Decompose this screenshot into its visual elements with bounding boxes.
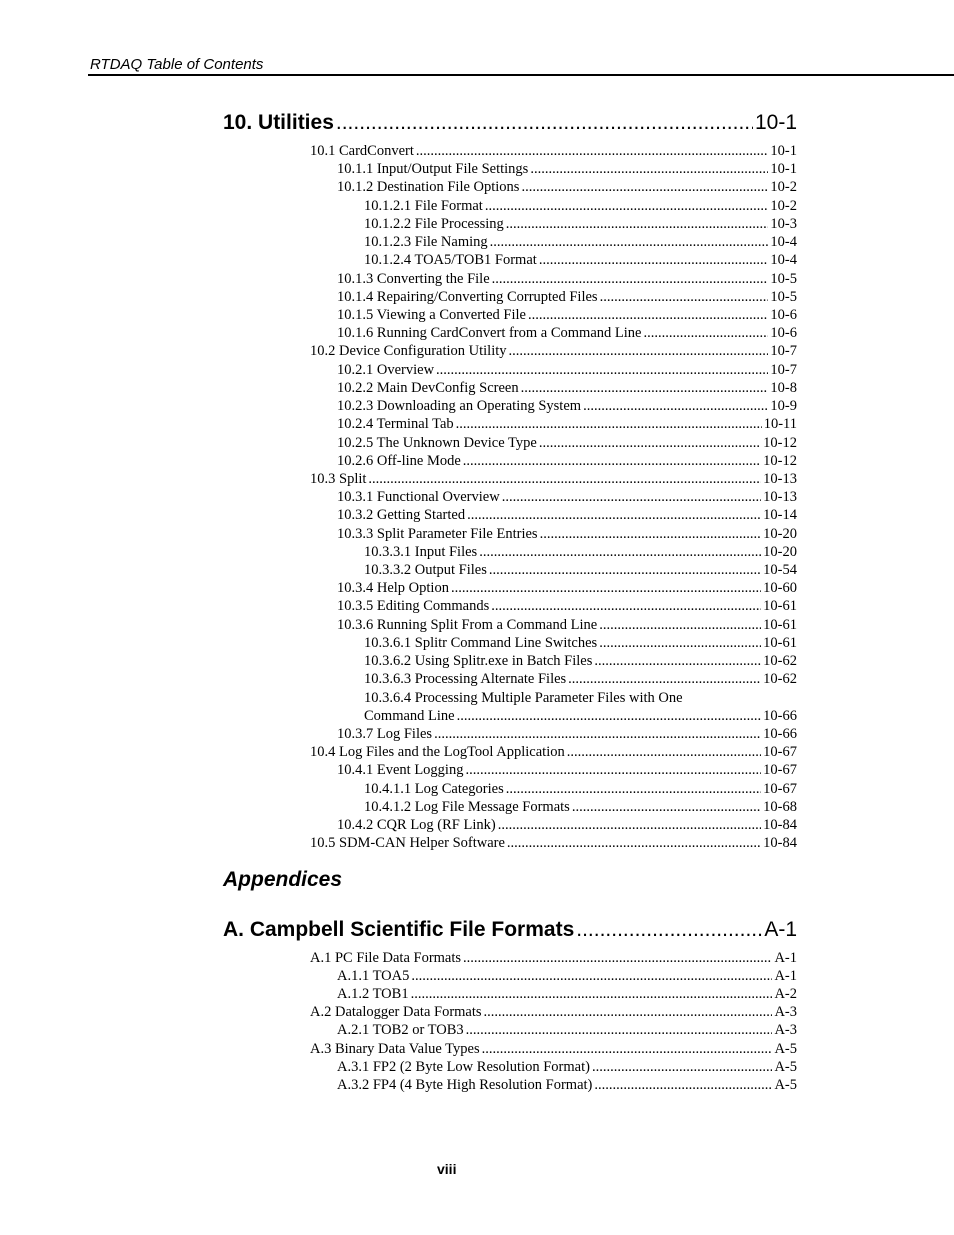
toc-entry-title: 10.3.6.2 Using Splitr.exe in Batch Files [364, 653, 593, 670]
toc-entry-page: 10-61 [763, 598, 797, 615]
toc-entry[interactable] [364, 216, 797, 234]
toc-entry[interactable] [337, 161, 797, 179]
toc-entry-page: 10-54 [763, 562, 797, 579]
toc-entry-page: 10-67 [763, 744, 797, 761]
dot-leader [594, 1077, 772, 1094]
toc-entry-title: 10.4.2 CQR Log (RF Link) [337, 817, 496, 834]
dot-leader [434, 726, 761, 743]
toc-entry-title: 10.2.5 The Unknown Device Type [337, 434, 537, 451]
dot-leader [594, 653, 761, 670]
toc-entry-page: 10-7 [770, 361, 797, 378]
toc-entry[interactable] [364, 653, 797, 671]
toc-entry-title: 10.1.3 Converting the File [337, 270, 490, 287]
dot-leader [599, 617, 761, 634]
toc-entry-page: A-1 [774, 967, 797, 984]
toc-entry[interactable] [364, 671, 797, 689]
toc-entry-page: 10-4 [770, 252, 797, 269]
dot-leader [530, 161, 768, 178]
dot-leader [567, 744, 761, 761]
dot-leader [466, 1022, 773, 1039]
dot-leader [463, 950, 772, 967]
toc-entry-page: 10-12 [763, 452, 797, 469]
toc-entry[interactable] [337, 453, 797, 471]
toc-entry[interactable] [337, 416, 797, 434]
toc-entry-page: 10-61 [763, 634, 797, 651]
dot-leader [336, 111, 753, 135]
toc-entry[interactable] [337, 1077, 797, 1095]
toc-entry-page: A-3 [774, 1022, 797, 1039]
toc-entry-page: A-5 [774, 1058, 797, 1075]
toc-entry-page: 10-1 [770, 143, 797, 159]
toc-entry-title: 10.3.7 Log Files [337, 726, 433, 742]
toc-entry[interactable] [364, 234, 797, 252]
toc-entry-page: 10-13 [763, 470, 797, 487]
table-of-contents [223, 111, 797, 1095]
toc-entry-page: A-3 [774, 1004, 797, 1021]
dot-leader [572, 799, 761, 816]
toc-entry[interactable] [337, 986, 797, 1004]
dot-leader [492, 271, 769, 288]
toc-entry-page: 10-62 [763, 653, 797, 670]
toc-entry-title: 10.4.1.1 Log Categories [364, 780, 504, 797]
toc-entry-page: 10-13 [763, 489, 797, 506]
appendix-a-entries [223, 950, 797, 1096]
toc-entry-title: 10.1 CardConvert [310, 143, 414, 159]
toc-entry-page: 10-6 [770, 306, 797, 323]
toc-entry[interactable] [337, 380, 797, 398]
toc-entry-title: A.1.2 TOB1 [337, 985, 409, 1002]
toc-entry[interactable] [337, 617, 797, 635]
toc-entry[interactable] [337, 398, 797, 416]
toc-entry-page: A-5 [774, 1077, 797, 1094]
toc-entry-page: 10-2 [770, 179, 797, 196]
toc-entry[interactable] [337, 271, 797, 289]
toc-entry-title: 10.3.3.1 Input Files [364, 543, 478, 560]
toc-entry-page: 10-12 [763, 434, 797, 451]
toc-entry-page: 10-3 [770, 215, 797, 232]
toc-entry-page: 10-66 [763, 726, 797, 742]
toc-entry[interactable] [310, 143, 797, 161]
dot-leader [436, 362, 768, 379]
dot-leader [643, 325, 768, 342]
toc-entry-page: A-2 [774, 985, 797, 1002]
toc-entry-title: 10.3.6.1 Splitr Command Line Switches [364, 634, 598, 651]
dot-leader [411, 968, 772, 985]
toc-entry[interactable] [337, 435, 797, 453]
toc-entry[interactable] [337, 489, 797, 507]
toc-entry-title: 10.3.2 Getting Started [337, 507, 466, 524]
toc-entry[interactable] [337, 1059, 797, 1077]
toc-entry-title: 10.4.1.2 Log File Message Formats [364, 798, 570, 815]
dot-leader [451, 580, 761, 597]
toc-entry[interactable] [310, 1004, 797, 1022]
toc-entry[interactable] [310, 1041, 797, 1059]
dot-leader [506, 216, 769, 233]
dot-leader [489, 562, 761, 579]
dot-leader [599, 635, 761, 652]
toc-entry[interactable] [337, 507, 797, 525]
toc-entry-title: 10.1.1 Input/Output File Settings [337, 161, 529, 178]
toc-entry-title: 10.1.2.1 File Format [364, 197, 483, 214]
dot-leader [491, 598, 761, 615]
dot-leader [568, 671, 761, 688]
toc-entry-page: 10-20 [763, 543, 797, 560]
toc-entry-title: 10.3.3.2 Output Files [364, 562, 487, 579]
dot-leader [479, 544, 761, 561]
toc-entry-title: 10.4.1 Event Logging [337, 762, 464, 779]
toc-entry-page: 10-14 [763, 507, 797, 524]
toc-entry-title: A.1 PC File Data Formats [310, 949, 462, 966]
toc-entry[interactable] [337, 526, 797, 544]
toc-entry[interactable] [364, 781, 797, 799]
toc-entry-title: 10.3.1 Functional Overview [337, 489, 500, 506]
toc-entry-page: 10-60 [763, 580, 797, 597]
appendix-a-heading[interactable] [223, 918, 797, 950]
dot-leader [576, 918, 762, 942]
toc-entry[interactable] [337, 598, 797, 616]
appendix-page: A-1 [764, 917, 797, 941]
toc-entry[interactable] [337, 726, 797, 744]
dot-leader [540, 526, 762, 543]
toc-entry-page: 10-67 [763, 780, 797, 797]
toc-entry[interactable] [310, 343, 797, 361]
toc-entry-page: 10-62 [763, 671, 797, 688]
toc-entry-title: A.3.2 FP4 (4 Byte High Resolution Format) [337, 1077, 593, 1094]
toc-entry[interactable] [364, 799, 797, 817]
toc-entry-page: 10-66 [763, 707, 797, 724]
chapter-10-heading[interactable] [223, 111, 797, 143]
dot-leader [583, 398, 768, 415]
toc-entry-title: 10.2 Device Configuration Utility [310, 343, 507, 360]
toc-entry-page: 10-9 [770, 398, 797, 415]
toc-entry-title: 10.3.3 Split Parameter File Entries [337, 525, 538, 542]
toc-entry-page: 10-5 [770, 270, 797, 287]
toc-entry-title: 10.1.2 Destination File Options [337, 179, 520, 196]
toc-entry[interactable] [337, 968, 797, 986]
dot-leader [463, 453, 761, 470]
toc-entry-page: 10-7 [770, 343, 797, 360]
dot-leader [457, 708, 762, 725]
toc-entry[interactable] [364, 252, 797, 270]
toc-entry-page: 10-67 [763, 762, 797, 779]
toc-entry-title: A.3 Binary Data Value Types [310, 1040, 480, 1057]
toc-entry-title: 10.1.6 Running CardConvert from a Command Line [337, 325, 642, 342]
toc-entry-title: 10.2.4 Terminal Tab [337, 416, 454, 433]
toc-entry[interactable] [337, 179, 797, 197]
toc-entry[interactable] [337, 580, 797, 598]
toc-entry[interactable] [364, 562, 797, 580]
toc-entry-title: 10.1.2.4 TOA5/TOB1 Format [364, 252, 537, 269]
dot-leader [506, 781, 761, 798]
toc-entry-title: 10.3.6 Running Split From a Command Line [337, 616, 598, 633]
dot-leader [467, 507, 761, 524]
toc-entry[interactable] [310, 835, 797, 853]
toc-entry[interactable] [310, 950, 797, 968]
toc-entry[interactable] [337, 817, 797, 835]
toc-entry[interactable] [337, 325, 797, 343]
dot-leader [528, 307, 768, 324]
toc-entry-title: 10.3.6.3 Processing Alternate Files [364, 671, 567, 688]
toc-entry-title: 10.2.3 Downloading an Operating System [337, 398, 582, 415]
toc-entry[interactable] [364, 635, 797, 653]
toc-entry-page: 10-2 [770, 197, 797, 214]
dot-leader [482, 1041, 773, 1058]
toc-entry-page: A-1 [774, 949, 797, 966]
toc-entry-page: 10-1 [770, 161, 797, 178]
toc-entry-page: 10-6 [770, 325, 797, 342]
dot-leader [490, 234, 769, 251]
toc-entry[interactable] [337, 307, 797, 325]
toc-entry[interactable] [310, 471, 797, 489]
toc-entry-title: 10.3 Split [310, 470, 367, 487]
toc-entry[interactable] [337, 289, 797, 307]
toc-entry[interactable] [337, 1022, 797, 1040]
toc-entry-title: 10.1.2.2 File Processing [364, 215, 504, 232]
toc-entry-page: 10-5 [770, 288, 797, 305]
toc-entry-title: A.3.1 FP2 (2 Byte Low Resolution Format) [337, 1058, 590, 1075]
page-number: viii [437, 1161, 457, 1177]
toc-entry-title: A.2 Datalogger Data Formats [310, 1004, 482, 1021]
appendices-heading: Appendices [223, 867, 343, 891]
toc-entry-title: A.1.1 TOA5 [337, 967, 410, 984]
chapter-10-entries [223, 143, 797, 854]
toc-entry-title: 10.2.2 Main DevConfig Screen [337, 379, 519, 396]
toc-entry-page: 10-4 [770, 234, 797, 251]
toc-entry-page: 10-20 [763, 525, 797, 542]
chapter-title: 10. Utilities [223, 111, 334, 134]
toc-entry-page: 10-68 [763, 798, 797, 815]
toc-entry-title: 10.2.1 Overview [337, 361, 435, 378]
toc-entry-title: 10.5 SDM-CAN Helper Software [310, 835, 505, 852]
toc-entry[interactable] [364, 198, 797, 216]
toc-entry-title: 10.1.4 Repairing/Converting Corrupted Files [337, 288, 598, 305]
appendix-title: A. Campbell Scientific File Formats [223, 917, 575, 941]
dot-leader [509, 343, 769, 360]
toc-entry-page: 10-61 [763, 616, 797, 633]
toc-entry[interactable] [364, 544, 797, 562]
toc-entry-title: 10.3.4 Help Option [337, 580, 449, 597]
toc-entry-page: 10-84 [763, 835, 797, 852]
dot-leader [521, 179, 768, 196]
dot-leader [465, 762, 761, 779]
dot-leader [484, 1004, 773, 1021]
dot-leader [600, 289, 769, 306]
dot-leader [456, 416, 762, 433]
toc-entry[interactable] [337, 762, 797, 780]
toc-entry-title: 10.1.5 Viewing a Converted File [337, 306, 526, 323]
dot-leader [521, 380, 769, 397]
toc-entry-page: 10-11 [763, 416, 797, 433]
dot-leader [416, 143, 769, 160]
header-rule [88, 74, 954, 76]
running-header: RTDAQ Table of Contents [90, 56, 264, 73]
toc-entry-line[interactable]: 10.3.6.4 Processing Multiple Parameter Files with One [364, 689, 683, 706]
toc-entry-title: 10.3.5 Editing Commands [337, 598, 490, 615]
toc-entry-title: Command Line [364, 707, 455, 724]
dot-leader [368, 471, 761, 488]
toc-entry[interactable] [310, 744, 797, 762]
dot-leader [498, 817, 761, 834]
toc-entry-title: 10.2.6 Off-line Mode [337, 452, 461, 469]
chapter-page: 10-1 [754, 111, 797, 134]
dot-leader [485, 198, 769, 215]
dot-leader [411, 986, 773, 1003]
dot-leader [507, 835, 761, 852]
toc-entry-title: A.2.1 TOB2 or TOB3 [337, 1022, 464, 1039]
dot-leader [592, 1059, 772, 1076]
toc-entry[interactable] [337, 362, 797, 380]
dot-leader [539, 435, 761, 452]
toc-entry-page: 10-8 [770, 379, 797, 396]
toc-entry-page: A-5 [774, 1040, 797, 1057]
toc-entry-title: 10.1.2.3 File Naming [364, 234, 488, 251]
toc-entry-title: 10.4 Log Files and the LogTool Application [310, 744, 565, 761]
dot-leader [539, 252, 769, 269]
toc-entry-page: 10-84 [763, 817, 797, 834]
dot-leader [502, 489, 761, 506]
toc-entry[interactable] [364, 708, 797, 726]
